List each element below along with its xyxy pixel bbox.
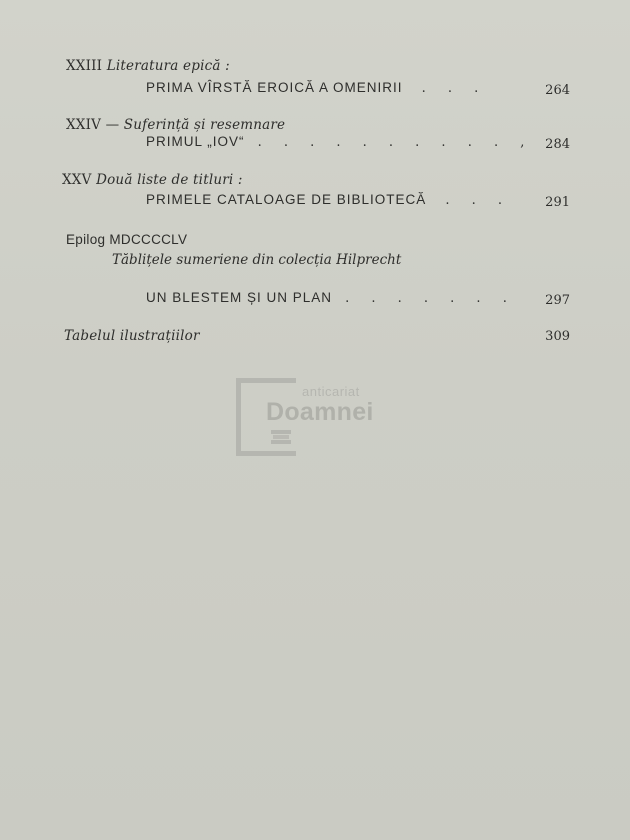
page-number: 297 [545, 293, 570, 308]
chapter-heading-xxv [62, 172, 243, 188]
watermark-small-text: anticariat [302, 384, 360, 399]
chapter-heading-xxiii [66, 58, 230, 74]
page-number: 291 [545, 195, 570, 210]
leader-dots: . . . . . . . . . . , [257, 135, 534, 150]
chapter-title-line [146, 134, 533, 150]
chapter-title-line [146, 80, 487, 96]
epilog-subtitle: Tăblițele sumeriene din colecția Hilprecht [112, 252, 402, 268]
epilog-title: UN BLESTEM ȘI UN PLAN [146, 290, 333, 305]
leader-dots: . . . [445, 193, 512, 208]
leader-dots: . . . . . . . [345, 291, 516, 306]
illustrations-heading: Tabelul ilustrațiilor [64, 328, 200, 344]
chapter-number: XXIV — [66, 117, 120, 133]
leader-dots: . . . [421, 81, 488, 96]
watermark-logo [236, 378, 396, 460]
page-number: 264 [545, 83, 570, 98]
chapter-heading-text: Suferință și resemnare [123, 117, 286, 133]
page-number: 309 [545, 329, 570, 344]
chapter-heading-xxiv [66, 117, 285, 133]
epilog-title-line [146, 290, 516, 306]
chapter-heading-text: Literatura epică : [106, 58, 230, 74]
chapter-number: XXIII [66, 58, 103, 74]
watermark-big-text: Doamnei [266, 398, 374, 426]
chapter-number: XXV [62, 172, 92, 188]
chapter-title: PRIMELE CATALOAGE DE BIBLIOTECĂ [146, 192, 427, 207]
chapter-title: PRIMA VÎRSTĂ EROICĂ A OMENIRII [146, 80, 403, 95]
chapter-heading-text: Două liste de titluri : [96, 172, 243, 188]
book-stack-icon [270, 428, 292, 446]
page-number: 284 [545, 137, 570, 152]
epilog-heading: Epilog MDCCCCLV [66, 232, 188, 247]
chapter-title-line [146, 192, 511, 208]
chapter-title: PRIMUL „IOV“ [146, 134, 245, 149]
